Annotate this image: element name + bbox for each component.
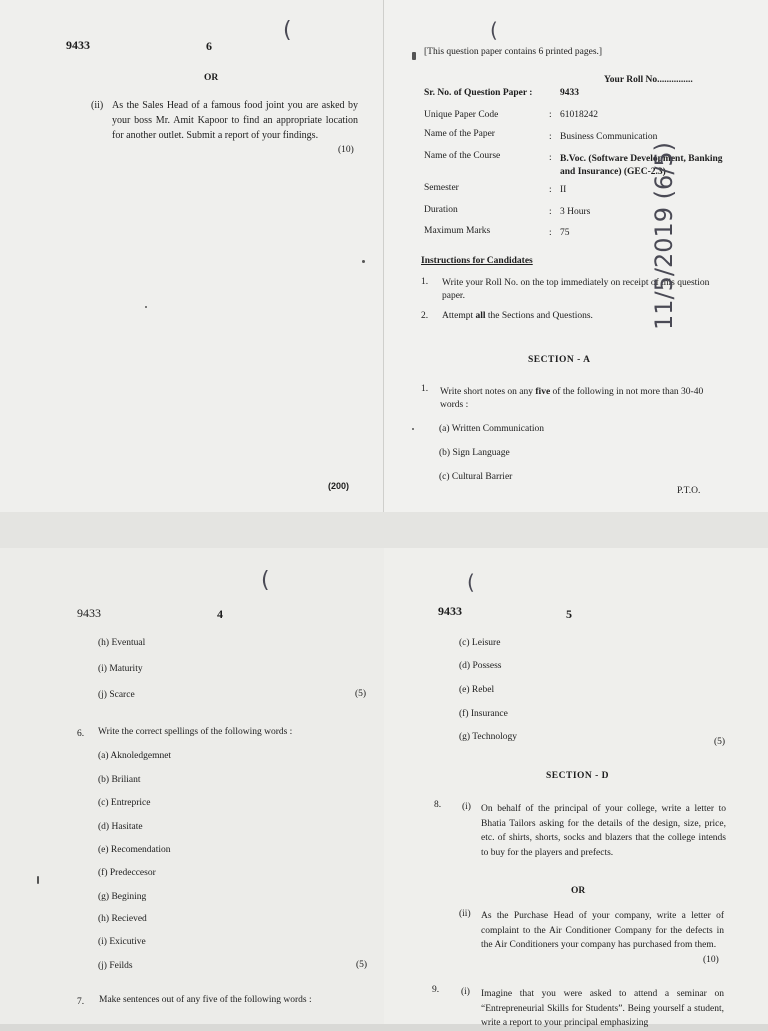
- question-text: As the Purchase Head of your company, write a letter of complaint to the Air Conditioner Company for the defects in the Air Conditioners your company has purchased from them.: [481, 911, 724, 951]
- page-4-sheet: [0, 548, 384, 1024]
- detail-colon: :: [549, 185, 552, 195]
- question-marks: (10): [703, 955, 719, 965]
- instruction-number: 2.: [421, 311, 429, 321]
- paper-code: 9433: [66, 38, 90, 52]
- option-item: (a) Written Communication: [439, 424, 544, 434]
- option-item: (d) Possess: [459, 661, 502, 671]
- paper-code: 9433: [438, 604, 462, 618]
- option-item: (e) Recomendation: [98, 845, 171, 855]
- scan-speck: [145, 306, 147, 308]
- option-item: (g) Technology: [459, 732, 517, 742]
- question-text: Make sentences out of any five of the following words :: [99, 995, 312, 1005]
- option-item: (c) Entreprice: [98, 798, 151, 808]
- detail-label: Unique Paper Code: [424, 110, 499, 120]
- instruction-number: 1.: [421, 277, 429, 287]
- option-item: (d) Hasitate: [98, 822, 143, 832]
- option-item: (i) Maturity: [98, 664, 143, 674]
- detail-colon: :: [549, 207, 552, 217]
- question-label: (ii): [459, 909, 471, 919]
- instruction-text: Write your Roll No. on the top immediately on receipt of this question paper.: [442, 278, 710, 301]
- option-item: (c) Cultural Barrier: [439, 472, 513, 482]
- section-a-heading: SECTION - A: [528, 355, 591, 365]
- detail-label: Name of the Course: [424, 151, 501, 161]
- detail-value: B.Voc. (Software Development, Banking and Insurance) (GEC-2.3): [560, 154, 723, 177]
- option-item: (h) Recieved: [98, 914, 147, 924]
- option-item: (j) Feilds: [98, 961, 133, 971]
- punch-mark-icon: (: [467, 570, 475, 594]
- detail-value: 3 Hours: [560, 207, 591, 217]
- question-text: Write short notes on any five of the following in not more than 30-40 words :: [440, 387, 704, 410]
- question-number: 1.: [421, 384, 429, 394]
- question-number: 7.: [77, 997, 85, 1007]
- pages-note: [This question paper contains 6 printed pages.]: [424, 47, 603, 57]
- question-label: (i): [462, 802, 471, 812]
- punch-mark-icon: (: [490, 18, 498, 42]
- option-item: (c) Leisure: [459, 638, 501, 648]
- page-number: 5: [566, 607, 572, 621]
- detail-value: 9433: [560, 88, 579, 98]
- question-number: 8.: [434, 800, 442, 810]
- or-label: OR: [204, 73, 219, 83]
- scan-speck: [412, 52, 416, 60]
- section-d-heading: SECTION - D: [546, 771, 610, 781]
- detail-colon: :: [549, 153, 552, 163]
- detail-label: Semester: [424, 183, 459, 193]
- detail-value: 61018242: [560, 110, 598, 120]
- instructions-heading: Instructions for Candidates: [421, 256, 533, 266]
- detail-value: 75: [560, 228, 570, 238]
- detail-value: II: [560, 185, 567, 195]
- punch-mark-icon: (: [261, 568, 270, 593]
- detail-colon: :: [549, 228, 552, 238]
- paper-code: 9433: [77, 606, 101, 620]
- scan-speck: [412, 428, 414, 430]
- detail-label: Name of the Paper: [424, 129, 495, 139]
- question-text: Write the correct spellings of the following words :: [98, 727, 293, 737]
- pto-label: P.T.O.: [677, 486, 701, 496]
- option-item: (j) Scarce: [98, 690, 135, 700]
- scan-speck: [362, 260, 365, 263]
- option-item: (g) Begining: [98, 892, 147, 902]
- roll-number-label: Your Roll No...............: [604, 75, 693, 85]
- option-item: (b) Sign Language: [439, 448, 510, 458]
- question-number: 6.: [77, 729, 85, 739]
- question-marks: (5): [356, 960, 368, 970]
- page-number: 6: [206, 39, 212, 53]
- question-text: As the Sales Head of a famous food joint you are asked by your boss Mr. Amit Kapoor to find an appropriate location for another outlet. Submit a report of your findings.: [112, 100, 358, 141]
- page-6-sheet: [0, 0, 384, 512]
- footer-count: (200): [328, 481, 350, 491]
- detail-label: Maximum Marks: [424, 226, 491, 236]
- question-marks: (5): [714, 737, 726, 747]
- option-item: (a) Aknoledgemnet: [98, 751, 172, 761]
- detail-label: Duration: [424, 205, 458, 215]
- question-label: (i): [461, 987, 470, 997]
- question-text: On behalf of the principal of your college, write a letter to Bhatia Tailors asking for the details of the design, size, price, etc. of shirts, shorts, socks and blazers that the college intends to buy for the players and prefects.: [481, 804, 726, 858]
- handwritten-date: 11/5/2019 (6/5): [650, 141, 678, 330]
- option-item: (h) Eventual: [98, 638, 146, 648]
- question-text: Imagine that you were asked to attend a seminar on “Entrepreneurial Skills for Students”. Being yourself a student, write a report to your principal emphasizing: [481, 989, 724, 1029]
- option-item: (e) Rebel: [459, 685, 495, 695]
- option-item: (b) Briliant: [98, 775, 141, 785]
- instruction-text: Attempt all the Sections and Questions.: [442, 311, 593, 321]
- scan-speck: [37, 876, 39, 884]
- punch-mark-icon: (: [283, 18, 292, 43]
- option-item: (f) Predeccesor: [98, 868, 156, 878]
- page-number: 4: [217, 607, 223, 621]
- question-marks: (10): [338, 145, 354, 155]
- option-item: (f) Insurance: [459, 709, 508, 719]
- detail-colon: :: [549, 110, 552, 120]
- scan-gap: [0, 512, 768, 548]
- question-number: 9.: [432, 985, 440, 995]
- question-marks: (5): [355, 689, 367, 699]
- question-label: (ii): [91, 100, 104, 111]
- detail-value: Business Communication: [560, 132, 658, 142]
- or-label: OR: [571, 886, 586, 896]
- detail-label: Sr. No. of Question Paper :: [424, 88, 533, 98]
- option-item: (i) Exicutive: [98, 937, 146, 947]
- detail-colon: :: [549, 132, 552, 142]
